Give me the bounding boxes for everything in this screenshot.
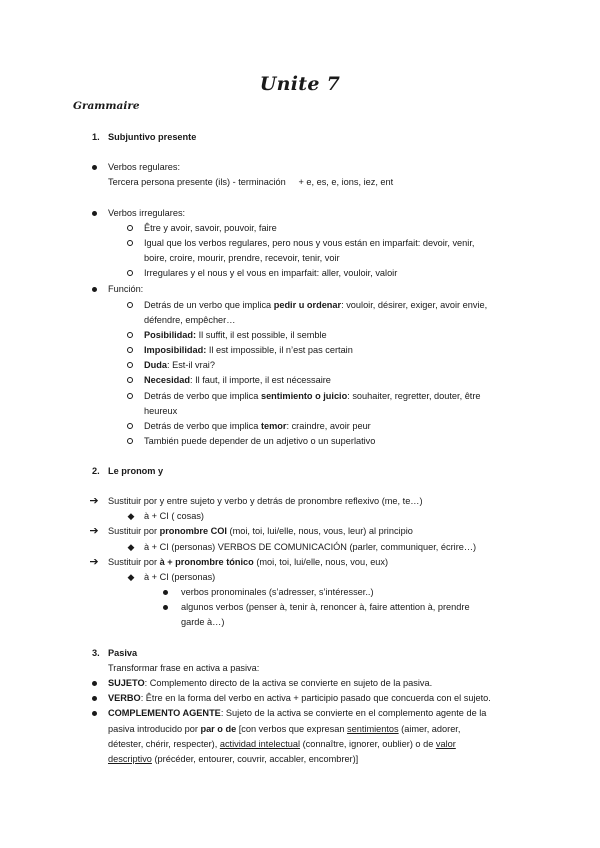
arrow-right-icon: ➔ bbox=[89, 495, 99, 507]
diamond-bullet-icon: ◆ bbox=[127, 572, 135, 582]
list-item: verbos pronominales (s’adresser, s’intéresser..) bbox=[181, 587, 374, 597]
list-item: Posibilidad: Il suffit, il est possible, il semble bbox=[144, 330, 327, 340]
circle-bullet-icon bbox=[125, 343, 135, 358]
section-2-heading: Le pronom y bbox=[108, 466, 164, 476]
arrow-right-icon: ➔ bbox=[89, 556, 99, 568]
circle-bullet-icon bbox=[125, 298, 135, 313]
list-item: Igual que los verbos regulares, pero nous y vous están en imparfait: devoir, venir, bbox=[144, 238, 475, 248]
regular-verbs-label: Verbos regulares: bbox=[108, 162, 181, 172]
list-item-continuation: boire, croire, mourir, prendre, recevoir, tenir, voir bbox=[144, 253, 340, 263]
bullet-icon bbox=[160, 585, 170, 600]
regular-verbs-text: Tercera persona presente (ils) - terminación + e, es, e, ions, iez, ent bbox=[108, 177, 394, 187]
circle-bullet-icon bbox=[125, 389, 135, 404]
list-item: à + CI (personas) bbox=[144, 572, 216, 582]
bullet-icon bbox=[89, 282, 99, 297]
function-label: Función: bbox=[108, 284, 144, 294]
bullet-icon bbox=[89, 676, 99, 691]
section-3-intro: Transformar frase en activa a pasiva: bbox=[108, 663, 260, 673]
list-item-continuation: descriptivo (précéder, entourer, couvrir, accabler, encombrer)] bbox=[108, 754, 359, 764]
list-item: Sustituir por y entre sujeto y verbo y detrás de pronombre reflexivo (me, te…) bbox=[108, 496, 423, 506]
diamond-bullet-icon: ◆ bbox=[127, 511, 135, 521]
list-item-continuation: heureux bbox=[144, 406, 178, 416]
list-item: SUJETO: Complemento directo de la activa se convierte en sujeto de la pasiva. bbox=[108, 678, 433, 688]
section-subtitle: Grammaire bbox=[73, 100, 140, 112]
list-item: También puede depender de un adjetivo o un superlativo bbox=[144, 436, 376, 446]
irregular-verbs-label: Verbos irregulares: bbox=[108, 208, 186, 218]
bullet-icon bbox=[89, 160, 99, 175]
list-item: COMPLEMENTO AGENTE: Sujeto de la activa se convierte en el complemento agente de la bbox=[108, 708, 487, 718]
page-title: Unite 7 bbox=[259, 73, 341, 95]
list-item: à + CI ( cosas) bbox=[144, 511, 204, 521]
list-item: Detrás de un verbo que implica pedir u ordenar: vouloir, désirer, exiger, avoir envie, bbox=[144, 300, 488, 310]
list-item: Irregulares y el nous y el vous en imparfait: aller, vouloir, valoir bbox=[144, 268, 398, 278]
list-item-continuation: pasiva introducido por par o de [con verbos que expresan sentimientos (aimer, adorer, bbox=[108, 724, 461, 734]
list-item: Duda: Est-il vrai? bbox=[144, 360, 215, 370]
section-3-number: 3. bbox=[92, 648, 100, 658]
circle-bullet-icon bbox=[125, 221, 135, 236]
list-item: VERBO: Être en la forma del verbo en activa + participio pasado que concuerda con el sujeto. bbox=[108, 693, 491, 703]
list-item: Detrás de verbo que implica sentimiento o juicio: souhaiter, regretter, douter, être bbox=[144, 391, 481, 401]
list-item: Detrás de verbo que implica temor: craindre, avoir peur bbox=[144, 421, 371, 431]
list-item: Sustituir por pronombre COI (moi, toi, lui/elle, nous, vous, leur) al principio bbox=[108, 526, 413, 536]
bullet-icon bbox=[89, 206, 99, 221]
bullet-icon bbox=[89, 706, 99, 721]
circle-bullet-icon bbox=[125, 434, 135, 449]
section-1-number: 1. bbox=[92, 132, 100, 142]
circle-bullet-icon bbox=[125, 266, 135, 281]
list-item: à + CI (personas) VERBOS DE COMUNICACIÓN (parler, communiquer, écrire…) bbox=[144, 542, 477, 552]
diamond-bullet-icon: ◆ bbox=[127, 542, 135, 552]
list-item-continuation: défendre, empêcher… bbox=[144, 315, 236, 325]
list-item-continuation: garde à…) bbox=[181, 617, 225, 627]
section-1-heading: Subjuntivo presente bbox=[108, 132, 197, 142]
bullet-icon bbox=[160, 600, 170, 615]
list-item: Être y avoir, savoir, pouvoir, faire bbox=[144, 223, 277, 233]
circle-bullet-icon bbox=[125, 358, 135, 373]
list-item-continuation: détester, chérir, respecter), actividad intelectual (connaître, ignorer, oublier) o de valor bbox=[108, 739, 456, 749]
circle-bullet-icon bbox=[125, 419, 135, 434]
circle-bullet-icon bbox=[125, 328, 135, 343]
section-2-number: 2. bbox=[92, 466, 100, 476]
section-3-heading: Pasiva bbox=[108, 648, 138, 658]
list-item: Necesidad: Il faut, il importe, il est nécessaire bbox=[144, 375, 331, 385]
circle-bullet-icon bbox=[125, 373, 135, 388]
list-item: Sustituir por à + pronombre tónico (moi, toi, lui/elle, nous, vou, eux) bbox=[108, 557, 389, 567]
bullet-icon bbox=[89, 691, 99, 706]
arrow-right-icon: ➔ bbox=[89, 525, 99, 537]
circle-bullet-icon bbox=[125, 236, 135, 251]
list-item: algunos verbos (penser à, tenir à, renoncer à, faire attention à, prendre bbox=[181, 602, 470, 612]
list-item: Imposibilidad: Il est impossible, il n’est pas certain bbox=[144, 345, 353, 355]
